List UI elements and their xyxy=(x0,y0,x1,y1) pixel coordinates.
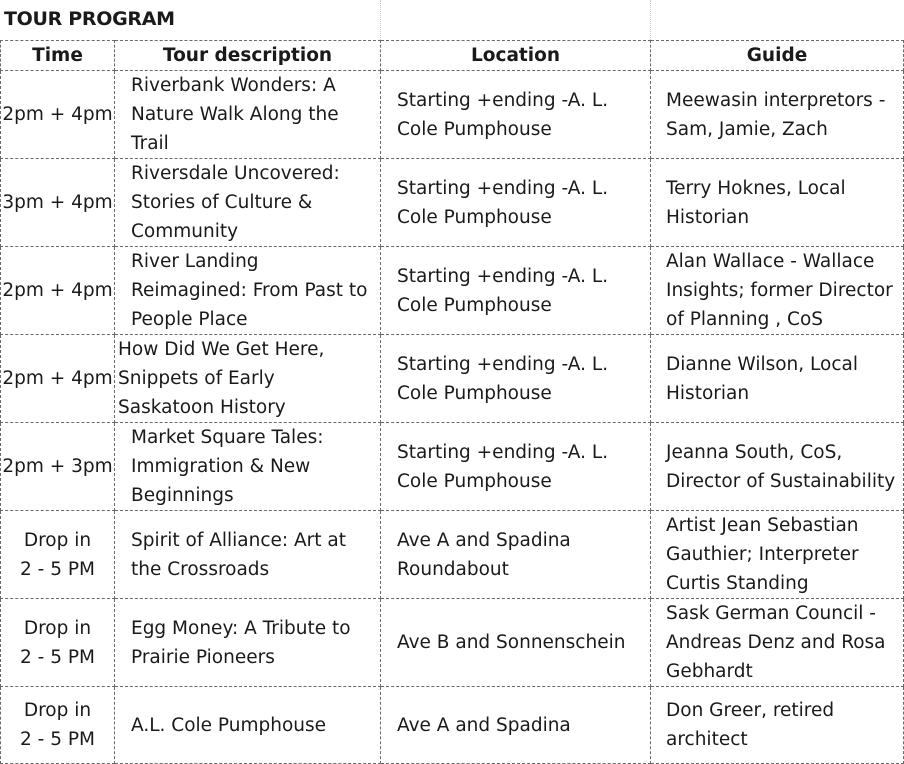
cell-guide: Meewasin interpretors - Sam, Jamie, Zach xyxy=(651,71,904,159)
header-guide: Guide xyxy=(651,41,904,71)
title-row xyxy=(0,0,904,40)
cell-description: Market Square Tales: Immigration & New Beginnings xyxy=(115,423,381,511)
cell-time: Drop in 2 - 5 PM xyxy=(1,687,115,764)
cell-description: Spirit of Alliance: Art at the Crossroads xyxy=(115,511,381,599)
cell-description: River Landing Reimagined: From Past to People Place xyxy=(115,247,381,335)
tour-table xyxy=(0,40,904,764)
cell-guide: Sask German Council - Andreas Denz and Rosa Gebhardt xyxy=(651,599,904,687)
header-description: Tour description xyxy=(115,41,381,71)
cell-guide: Alan Wallace - Wallace Insights; former Director of Planning , CoS xyxy=(651,247,904,335)
cell-location: Starting +ending -A. L. Cole Pumphouse xyxy=(381,247,651,335)
cell-guide: Terry Hoknes, Local Historian xyxy=(651,159,904,247)
cell-location: Starting +ending -A. L. Cole Pumphouse xyxy=(381,335,651,423)
table-row xyxy=(1,511,904,599)
cell-guide: Artist Jean Sebastian Gauthier; Interpreter Curtis Standing xyxy=(651,511,904,599)
table-row xyxy=(1,71,904,159)
cell-guide: Jeanna South, CoS, Director of Sustainability xyxy=(651,423,904,511)
table-row xyxy=(1,335,904,423)
cell-location: Starting +ending -A. L. Cole Pumphouse xyxy=(381,423,651,511)
cell-description: Riversdale Uncovered: Stories of Culture & Community xyxy=(115,159,381,247)
cell-time: Drop in 2 - 5 PM xyxy=(1,599,115,687)
cell-time: 2pm + 4pm xyxy=(1,335,115,423)
gridline xyxy=(650,0,651,40)
table-row xyxy=(1,599,904,687)
cell-location: Ave A and Spadina xyxy=(381,687,651,764)
cell-time: 2pm + 3pm xyxy=(1,423,115,511)
cell-description: How Did We Get Here, Snippets of Early Saskatoon History xyxy=(115,335,381,423)
header-row xyxy=(1,41,904,71)
cell-description: A.L. Cole Pumphouse xyxy=(115,687,381,764)
gridline xyxy=(380,0,381,40)
cell-guide: Dianne Wilson, Local Historian xyxy=(651,335,904,423)
table-row xyxy=(1,159,904,247)
cell-time: Drop in 2 - 5 PM xyxy=(1,511,115,599)
cell-location: Starting +ending -A. L. Cole Pumphouse xyxy=(381,71,651,159)
cell-location: Starting +ending -A. L. Cole Pumphouse xyxy=(381,159,651,247)
cell-location: Ave B and Sonnenschein xyxy=(381,599,651,687)
header-time: Time xyxy=(1,41,115,71)
table-row xyxy=(1,247,904,335)
cell-time: 3pm + 4pm xyxy=(1,159,115,247)
cell-time: 2pm + 4pm xyxy=(1,247,115,335)
header-location: Location xyxy=(381,41,651,71)
cell-description: Egg Money: A Tribute to Prairie Pioneers xyxy=(115,599,381,687)
cell-guide: Don Greer, retired architect xyxy=(651,687,904,764)
cell-description: Riverbank Wonders: A Nature Walk Along the Trail xyxy=(115,71,381,159)
sheet-title: TOUR PROGRAM xyxy=(4,8,175,30)
cell-time: 2pm + 4pm xyxy=(1,71,115,159)
cell-location: Ave A and Spadina Roundabout xyxy=(381,511,651,599)
table-row xyxy=(1,423,904,511)
table-row xyxy=(1,687,904,764)
